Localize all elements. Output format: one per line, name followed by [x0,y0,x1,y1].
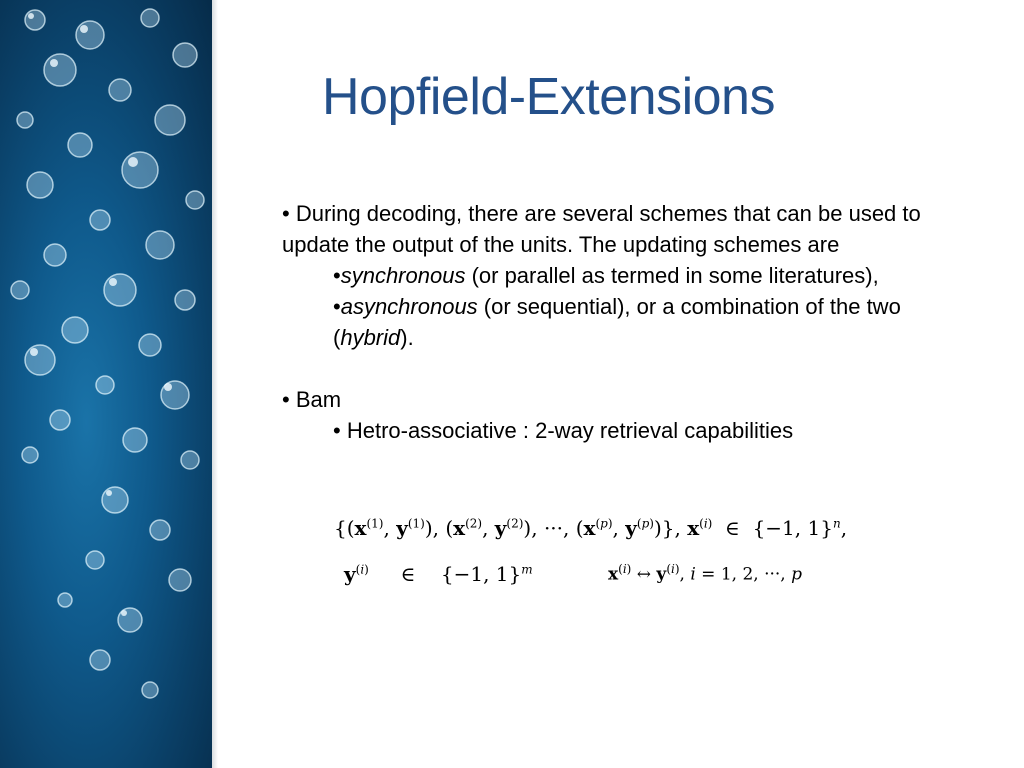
sub-bullet-asynchronous-end: ). [400,325,414,350]
formula-y-domain: $y^{(i)}$ ∈ {−1, 1}$^m$ [344,562,533,586]
bullet-bam [282,384,932,415]
sub-bullet-hetro-text: Hetro-associative : 2-way retrieval capabilities [346,418,794,443]
sub-bullet-synchronous [333,260,932,291]
term-asynchronous: asynchronous [340,294,478,319]
sub-bullet-synchronous-text: (or parallel as termed in some literatures), [465,263,879,288]
bullet-bam-text: Bam [295,387,342,412]
slide-title: Hopfield-Extensions [322,68,775,126]
bullet-marker: • [282,201,296,226]
bubbles-decoration [0,0,216,768]
term-synchronous: synchronous [340,263,466,288]
bullet-marker: • [282,387,296,412]
bullet-decoding [282,198,932,260]
term-hybrid: hybrid [340,325,401,350]
bullet-decoding-text: During decoding, there are several schemes that can be used to update the output of the units. The updating schemes are [282,201,921,257]
sub-bullet-hetro [333,415,932,446]
bullet-marker: • [333,263,341,288]
formula-mapping: $x^{(i)}$ ↔ $y^{(i)}$, i = 1, 2, ···, p [608,562,802,585]
bullet-marker: • [333,294,341,319]
water-bubbles-image [0,0,216,768]
sub-bullet-asynchronous-text: (or sequential), or a combination of the two ( [333,294,901,350]
sub-bullet-asynchronous [333,291,932,353]
bullet-marker: • [333,418,347,443]
slide-body [282,198,932,446]
panel-edge [212,0,218,768]
formula-pairs: {($x^{(1)}$, $y^{(1)}$), ($x^{(2)}$, $y^{(2)}$), ···, ($x^{(p)}$, $y^{(p)}$)}, $x^{(i)}$ ∈ {−1, 1}$^n$, [334,516,848,540]
